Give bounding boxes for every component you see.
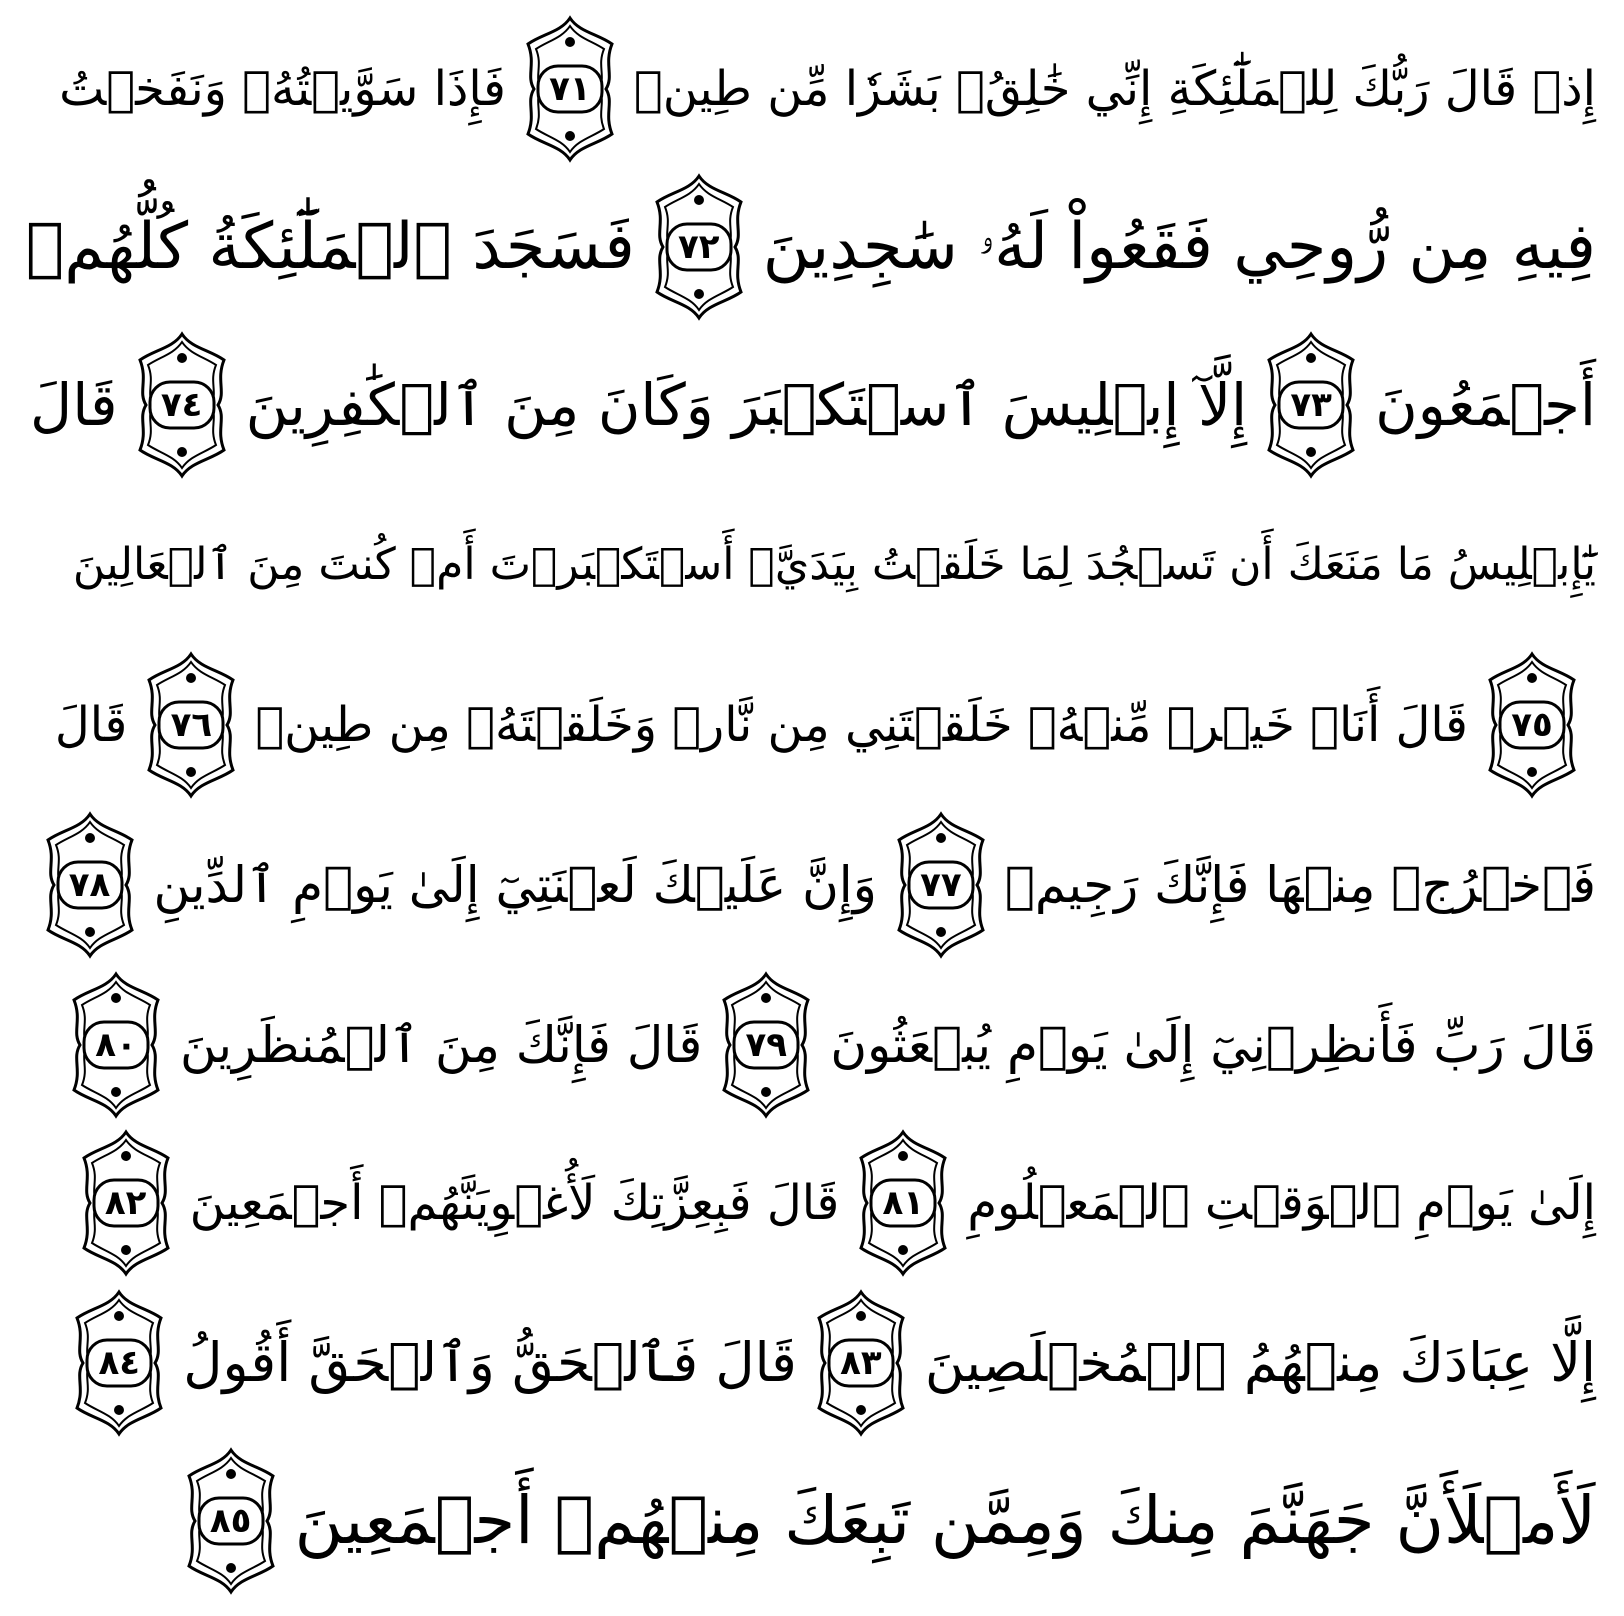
verse-number: ٧٢	[678, 227, 720, 267]
verse-71-text: إِذۡ قَالَ رَبُّكَ لِلۡمَلَٰٓئِكَةِ إِنِّي خَٰلِقُۢ بَشَرٗا مِّن طِينٖ	[633, 61, 1596, 117]
verse-end-marker-82	[80, 1128, 172, 1278]
verse-80-text: قَالَ فَإِنَّكَ مِنَ ٱلۡمُنظَرِينَ	[180, 1016, 703, 1074]
verse-end-marker-73	[1265, 330, 1357, 480]
text-line-8	[62, 1128, 1596, 1278]
verse-number: ٨١	[882, 1183, 925, 1223]
text-line-6	[26, 810, 1596, 960]
verse-81-text: إِلَىٰ يَوۡمِ ٱلۡوَقۡتِ ٱلۡمَعۡلُومِ	[967, 1175, 1596, 1231]
verse-end-marker-83	[815, 1288, 907, 1438]
text-line-10	[167, 1446, 1596, 1596]
verse-end-marker-79	[720, 970, 812, 1120]
verse-73-start-text: فَسَجَدَ ٱلۡمَلَٰٓئِكَةُ كُلُّهُمۡ	[25, 210, 635, 284]
verse-number: ٧٥	[1511, 705, 1553, 745]
verse-84-text: قَالَ فَٱلۡحَقُّ وَٱلۡحَقَّ أَقُولُ	[183, 1331, 797, 1394]
verse-78-text: وَإِنَّ عَلَيۡكَ لَعۡنَتِيٓ إِلَىٰ يَوۡمِ ٱلدِّينِ	[153, 856, 877, 914]
verse-end-marker-78	[44, 810, 136, 960]
verse-end-marker-71	[524, 14, 616, 164]
text-line-2	[26, 172, 1596, 322]
verse-number: ٨٣	[840, 1343, 882, 1383]
verse-number: ٧١	[549, 69, 591, 109]
verse-number: ٧٦	[170, 705, 213, 745]
verse-72-start-text: فَإِذَا سَوَّيۡتُهُۥ وَنَفَخۡتُ	[59, 61, 506, 117]
verse-74-text: إِلَّآ إِبۡلِيسَ ٱسۡتَكۡبَرَ وَكَانَ مِنَ ٱلۡكَٰفِرِينَ	[245, 371, 1248, 439]
verse-73-end-text: أَجۡمَعُونَ	[1375, 371, 1596, 439]
text-line-9	[55, 1288, 1596, 1438]
verse-end-marker-75	[1486, 650, 1578, 800]
verse-number: ٨٤	[98, 1343, 140, 1383]
verse-end-marker-80	[70, 970, 162, 1120]
verse-number: ٨٠	[95, 1025, 137, 1065]
verse-number: ٧٤	[160, 385, 203, 425]
verse-end-marker-72	[653, 172, 745, 322]
verse-end-marker-81	[857, 1128, 949, 1278]
verse-82-text: قَالَ فَبِعِزَّتِكَ لَأُغۡوِيَنَّهُمۡ أَجۡمَعِينَ	[189, 1175, 840, 1231]
verse-end-marker-84	[73, 1288, 165, 1438]
verse-number: ٧٣	[1290, 385, 1332, 425]
verse-end-marker-77	[895, 810, 987, 960]
verse-83-text: إِلَّا عِبَادَكَ مِنۡهُمُ ٱلۡمُخۡلَصِينَ	[924, 1331, 1596, 1394]
verse-number: ٧٩	[745, 1025, 788, 1065]
verse-number: ٧٧	[920, 865, 962, 905]
verse-85-text: لَأَمۡلَأَنَّ جَهَنَّمَ مِنكَ وَمِمَّن تَبِعَكَ مِنۡهُمۡ أَجۡمَعِينَ	[294, 1482, 1596, 1559]
verse-75-middle-text: يَٰٓإِبۡلِيسُ مَا مَنَعَكَ أَن تَسۡجُدَ لِمَا خَلَقۡتُ بِيَدَيَّۖ أَسۡتَكۡبَرۡتَ أَمۡ كُنتَ مِنَ ٱلۡعَالِينَ	[72, 539, 1596, 590]
text-line-3	[30, 330, 1596, 480]
verse-77-end-text: فَٱخۡرُجۡ مِنۡهَا فَإِنَّكَ رَجِيمٞ	[1004, 856, 1596, 914]
text-line-5	[55, 650, 1596, 800]
text-line-4	[73, 490, 1596, 640]
verse-number: ٨٥	[209, 1501, 252, 1541]
verse-77-start-text: قَالَ	[54, 697, 128, 753]
verse-79-text: قَالَ رَبِّ فَأَنظِرۡنِيٓ إِلَىٰ يَوۡمِ يُبۡعَثُونَ	[830, 1016, 1596, 1074]
verse-number: ٨٢	[104, 1183, 147, 1223]
verse-76-text: قَالَ أَنَا۠ خَيۡرٞ مِّنۡهُۖ خَلَقۡتَنِي مِن نَّارٖ وَخَلَقۡتَهُۥ مِن طِينٖ	[255, 697, 1468, 753]
text-line-1	[59, 14, 1596, 164]
verse-72-end-text: فِيهِ مِن رُّوحِي فَقَعُواْ لَهُۥ سَٰجِدِينَ	[762, 210, 1596, 284]
verse-end-marker-85	[185, 1446, 277, 1596]
verse-end-marker-76	[145, 650, 237, 800]
text-line-7	[52, 970, 1596, 1120]
verse-end-marker-74	[136, 330, 228, 480]
verse-number: ٧٨	[68, 865, 111, 905]
verse-75-start-text: قَالَ	[30, 371, 118, 439]
